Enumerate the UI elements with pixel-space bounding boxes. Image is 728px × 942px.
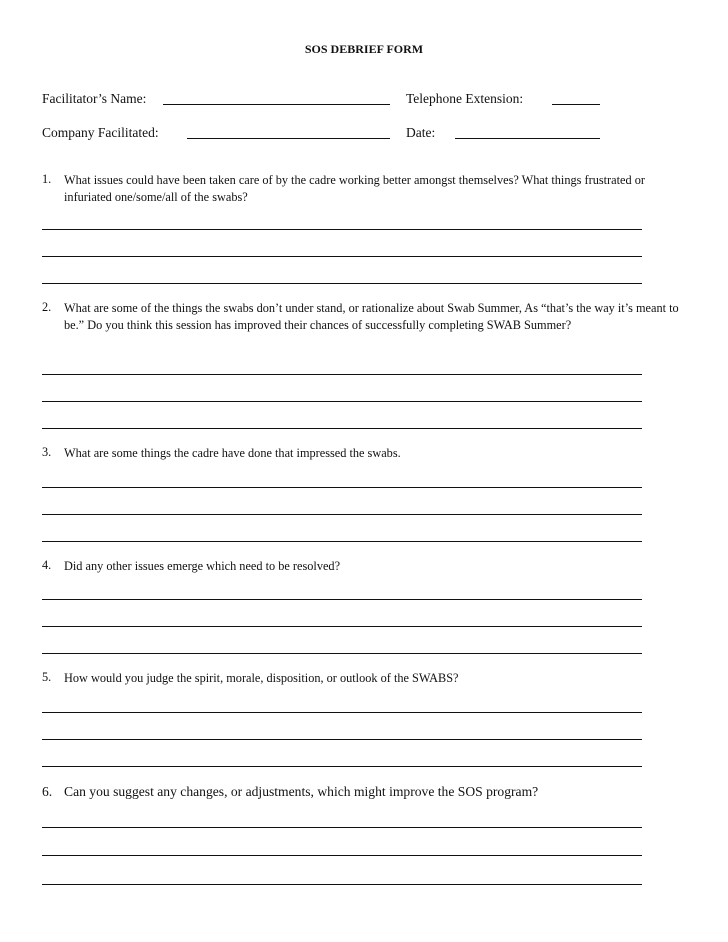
question-text: What issues could have been taken care of by the cadre working better amongst themselves? What things frustrated or infuriated one/some/all of the swabs?: [64, 173, 645, 204]
question-number: 3.: [42, 445, 52, 459]
answer-line[interactable]: [42, 541, 642, 542]
company-facilitated-field[interactable]: [187, 138, 390, 139]
question-text: Can you suggest any changes, or adjustments, which might improve the SOS program?: [64, 784, 539, 799]
date-label: Date:: [406, 125, 436, 140]
answer-line[interactable]: [42, 401, 642, 402]
question-number: 5.: [42, 670, 52, 684]
date-field[interactable]: [455, 138, 600, 139]
question-text: How would you judge the spirit, morale, disposition, or outlook of the SWABS?: [64, 671, 459, 685]
answer-line[interactable]: [42, 514, 642, 515]
form-title: SOS DEBRIEF FORM: [304, 42, 424, 56]
telephone-extension-label: Telephone Extension:: [406, 91, 524, 106]
telephone-extension-field[interactable]: [552, 104, 600, 105]
answer-line[interactable]: [42, 374, 642, 375]
question-text: What are some of the things the swabs don’t under stand, or rationalize about Swab Summer, As “that’s the way it’s meant to be.” Do you think this session has improved their chances of successfully completing SWAB Summer?: [64, 301, 679, 332]
answer-line[interactable]: [42, 855, 642, 856]
answer-line[interactable]: [42, 653, 642, 654]
company-facilitated-label: Company Facilitated:: [42, 125, 159, 140]
question-text: What are some things the cadre have done that impressed the swabs.: [64, 446, 401, 460]
answer-line[interactable]: [42, 487, 642, 488]
question-number: 1.: [42, 172, 52, 186]
answer-line[interactable]: [42, 229, 642, 230]
question-number: 6.: [42, 784, 53, 799]
facilitator-name-label: Facilitator’s Name:: [42, 91, 147, 106]
answer-line[interactable]: [42, 884, 642, 885]
facilitator-name-field[interactable]: [163, 104, 390, 105]
answer-line[interactable]: [42, 599, 642, 600]
answer-line[interactable]: [42, 428, 642, 429]
answer-line[interactable]: [42, 626, 642, 627]
answer-line[interactable]: [42, 739, 642, 740]
answer-line[interactable]: [42, 827, 642, 828]
answer-line[interactable]: [42, 766, 642, 767]
answer-line[interactable]: [42, 256, 642, 257]
question-number: 4.: [42, 558, 52, 572]
answer-line[interactable]: [42, 283, 642, 284]
question-text: Did any other issues emerge which need to be resolved?: [64, 559, 341, 573]
answer-line[interactable]: [42, 712, 642, 713]
question-number: 2.: [42, 300, 52, 314]
